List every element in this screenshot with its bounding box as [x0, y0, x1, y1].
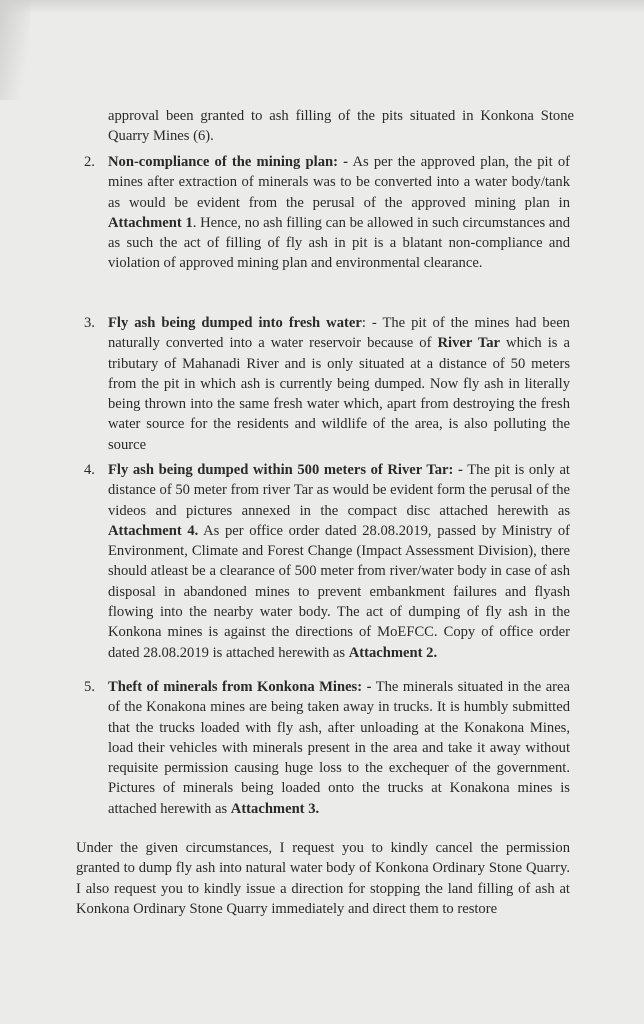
- item-text-2: As per office order dated 28.08.2019, passed by Ministry of Environment, Climate and Forest Change (Impact Assessment Division), there should atleast be a clearance of 500 meter from river/water body in case of ash disposal in abandoned mines to prevent embankment failures and flyash flowing into the nearby water body. The act of dumping of fly ash in the Konkona mines is against the directions of MoEFCC. Copy of office order dated 28.08.2019 is attached herewith as: [108, 522, 570, 661]
- item-title: Fly ash being dumped within 500 meters of River Tar: -: [108, 462, 463, 478]
- item-number: 2.: [84, 154, 95, 170]
- item-text-2: which is a tributary of Mahanadi River and is only situated at a distance of 50 meters from the pit in which ash is currently being dumped. Now fly ash in literally being thrown into the same fresh water which, apart from destroying the fresh water source for the residents and wildlife of the area, is also polluting the source: [108, 335, 570, 453]
- item-text-0: The pit is only at distance of 50 meter from river Tar as would be evident form the perusal of the videos and pictures annexed in the compact disc attached herewith as: [108, 462, 570, 519]
- continuation-paragraph: approval been granted to ash filling of the pits situated in Konkona Stone Quarry Mines (6).: [108, 108, 574, 145]
- list-item-4: [84, 460, 570, 663]
- item-title: Fly ash being dumped into fresh water: [108, 315, 362, 331]
- item-text-1: Attachment 1: [108, 214, 193, 231]
- list-item-5: [84, 677, 570, 819]
- item-title: Non-compliance of the mining plan: -: [108, 154, 349, 170]
- closing-paragraph: Under the given circumstances, I request you to kindly cancel the permission granted to dump fly ash into natural water body of Konkona Ordinary Stone Quarry. I also request you to kindly issue a direction for stopping the land filling of ash at Konkona Ordinary Stone Quarry immediately and direct them to restore: [76, 840, 570, 917]
- item-number: 5.: [84, 679, 95, 695]
- item-text-0: : - The pit of the mines had been naturally converted into a water reservoir because of: [108, 315, 570, 352]
- item-text-1: River Tar: [437, 335, 501, 352]
- item-text-0: The minerals situated in the area of the Konakona mines are being taken away in trucks. It is humbly submitted that the trucks loaded with fly ash, after unloading at the Konakona Mines, load their vehicles with minerals present in the area and take it away without requisite permission causing huge loss to the exchequer of the government. Pictures of minerals being loaded onto the trucks at Konakona mines is attached herewith as: [108, 679, 570, 817]
- item-number: 3.: [84, 315, 95, 331]
- item-text-2: . Hence, no ash filling can be allowed in such circumstances and as such the act of filling of fly ash in pit is a blatant non-compliance and violation of approved mining plan and environmental clearance.: [108, 214, 570, 272]
- item-number: 4.: [84, 462, 95, 478]
- list-item-3: [84, 313, 570, 455]
- item-text-1: Attachment 3.: [230, 800, 320, 817]
- item-text-0: As per the approved plan, the pit of mines after extraction of minerals was to be converted into a water body/tank as would be evident from the perusal of the approved mining plan in: [108, 154, 571, 211]
- list-item-2: [84, 152, 571, 274]
- item-text-1: Attachment 4.: [108, 522, 199, 539]
- item-text-3: Attachment 2.: [348, 644, 438, 661]
- item-title: Theft of minerals from Konkona Mines: -: [108, 679, 372, 695]
